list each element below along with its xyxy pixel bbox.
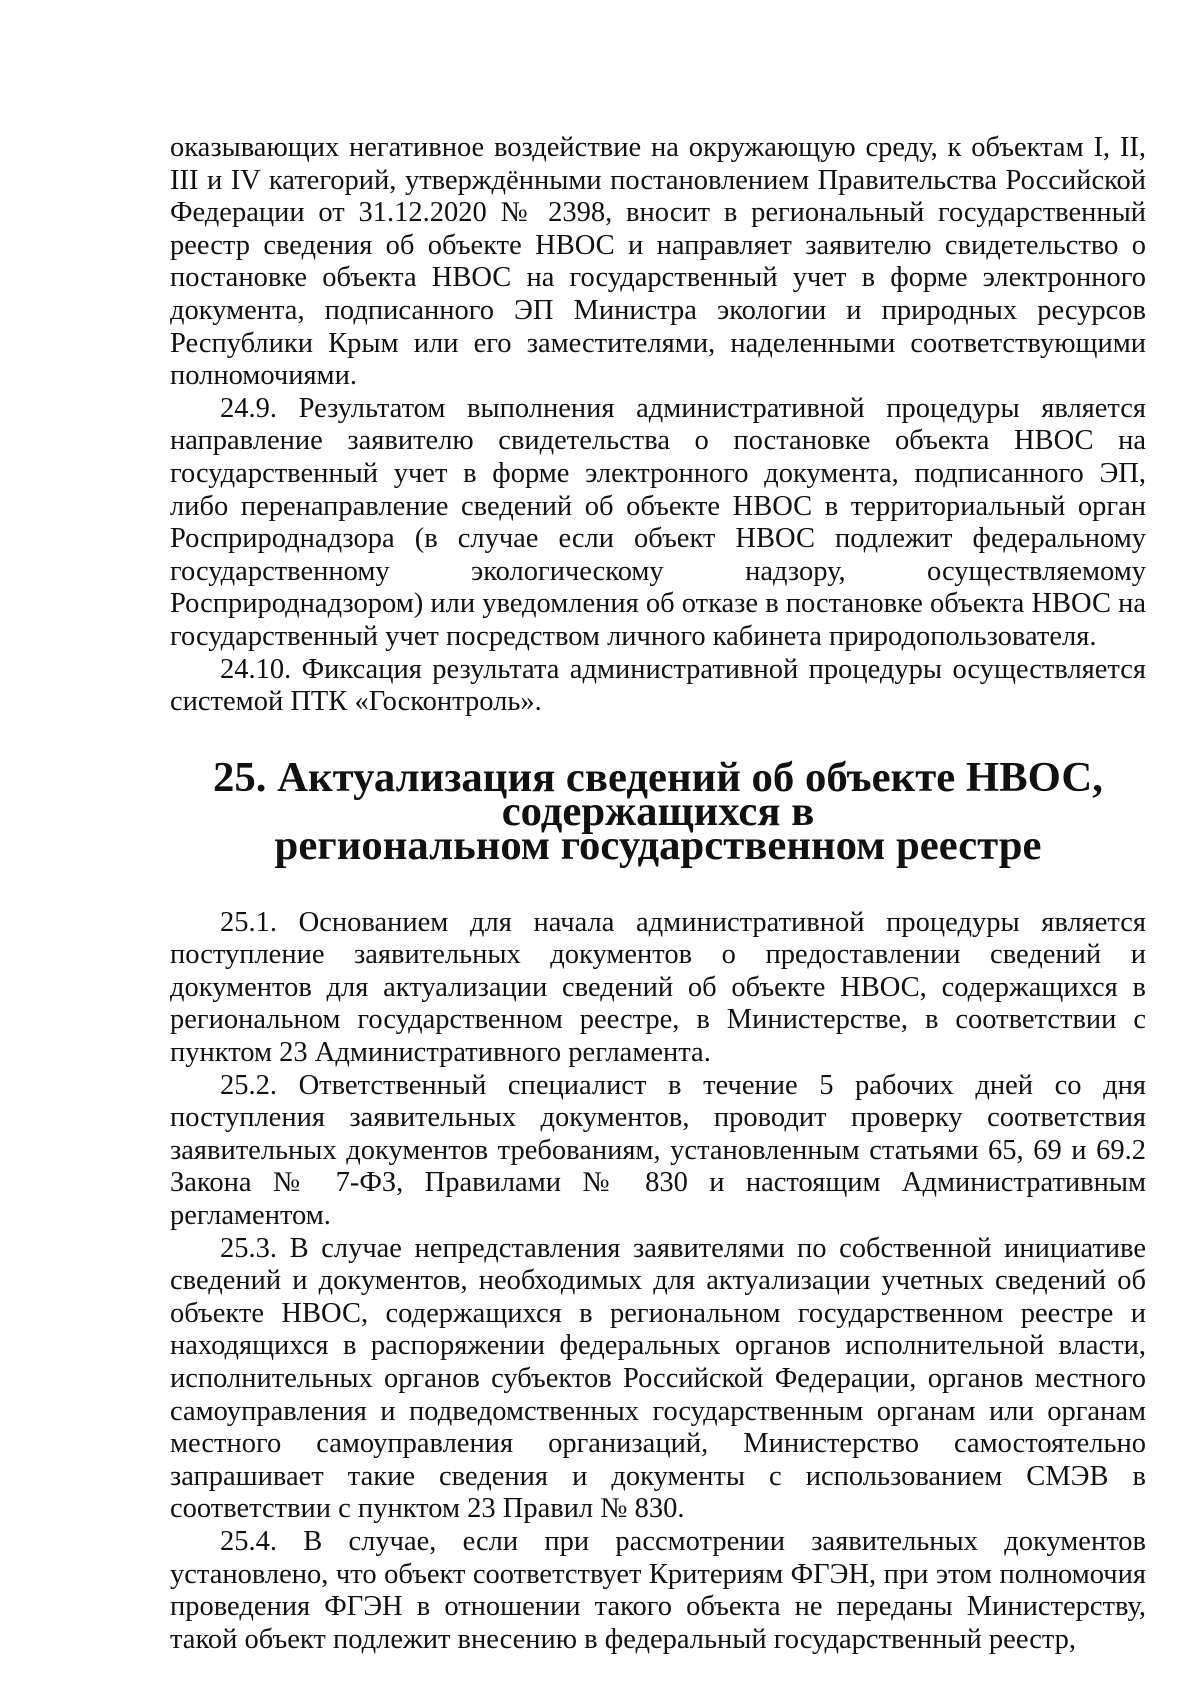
paragraph-25-4: 25.4. В случае, если при рассмотрении заявительных документов установлено, что объект соответствует Критериям ФГЭН, при этом полномочия проведения ФГЭН в отношении такого объекта не переданы Министерству, такой объект подлежит внесению в федеральный государственный реестр, — [170, 1525, 1146, 1655]
paragraph-25-1: 25.1. Основанием для начала административной процедуры является поступление заявительных документов о предоставлении сведений и документов для актуализации сведений об объекте НВОС, содержащихся в региональном государственном реестре, в Министерстве, в соответствии с пунктом 23 Административного регламента. — [170, 906, 1146, 1069]
paragraph-24-8-continuation: оказывающих негативное воздействие на окружающую среду, к объектам I, II, III и IV категорий, утверждёнными постановлением Правительства Российской Федерации от 31.12.2020 № 2398, вносит в региональный государственный реестр сведения об объекте НВОС и направляет заявителю свидетельство о постановке объекта НВОС на государственный учет в форме электронного документа, подписанного ЭП Министра экологии и природных ресурсов Республики Крым или его заместителями, наделенными соответствующими полномочиями. — [170, 132, 1146, 392]
paragraph-25-2: 25.2. Ответственный специалист в течение 5 рабочих дней со дня поступления заявительных документов, проводит проверку соответствия заявительных документов требованиям, установленным статьями 65, 69 и 69.2 Закона № 7-ФЗ, Правилами № 830 и настоящим Административным регламентом. — [170, 1069, 1146, 1232]
paragraph-24-9: 24.9. Результатом выполнения административной процедуры является направление заявителю свидетельства о постановке объекта НВОС на государственный учет в форме электронного документа, подписанного ЭП, либо перенаправление сведений об объекте НВОС в территориальный орган Росприроднадзора (в случае если объект НВОС подлежит федеральному государственному экологическому надзору, осуществляемому Росприроднадзором) или уведомления об отказе в постановке объекта НВОС на государственный учет посредством личного кабинета природопользователя. — [170, 392, 1146, 652]
section-heading-line-1: 25. Актуализация сведений об объекте НВОС, содержащихся в — [213, 753, 1103, 835]
section-heading-line-2: региональном государственном реестре — [274, 821, 1042, 869]
document-page — [170, 132, 1146, 1656]
section-heading-25 — [170, 753, 1146, 869]
paragraph-25-3: 25.3. В случае непредставления заявителями по собственной инициативе сведений и документов, необходимых для актуализации учетных сведений об объекте НВОС, содержащихся в региональном государственном реестре и находящихся в распоряжении федеральных органов исполнительной власти, исполнительных органов субъектов Российской Федерации, органов местного самоуправления и подведомственных государственным органам или органам местного самоуправления организаций, Министерство самостоятельно запрашивает такие сведения и документы с использованием СМЭВ в соответствии с пунктом 23 Правил № 830. — [170, 1232, 1146, 1525]
paragraph-24-10: 24.10. Фиксация результата административной процедуры осуществляется системой ПТК «Госконтроль». — [170, 653, 1146, 718]
